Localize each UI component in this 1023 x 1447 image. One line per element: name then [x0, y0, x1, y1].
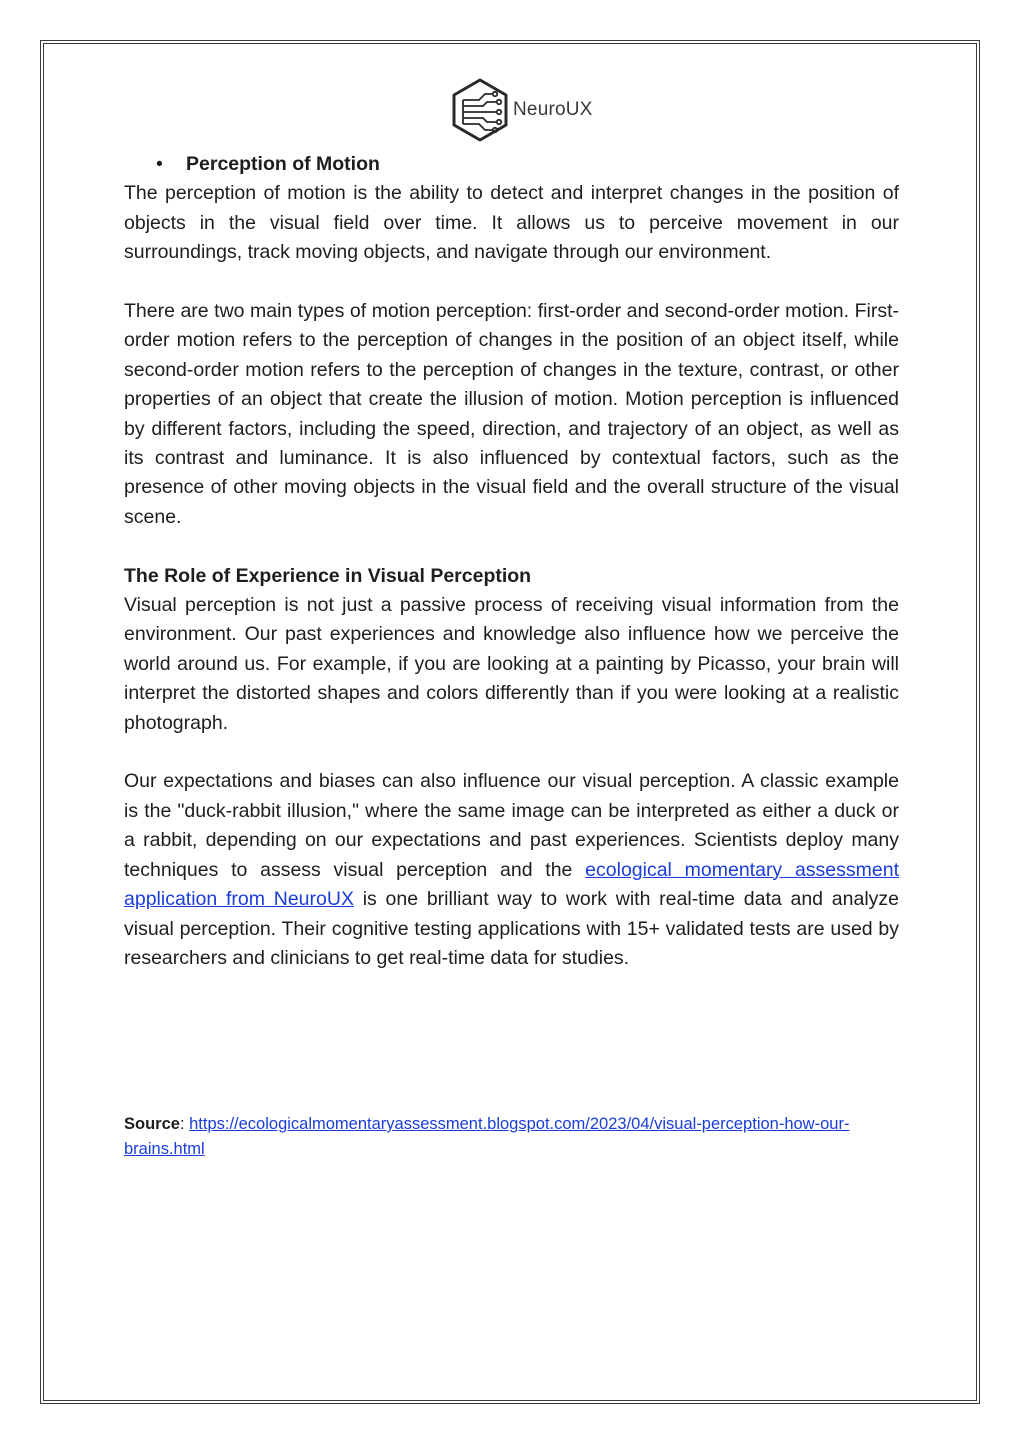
- paragraph-experience-intro: Visual perception is not just a passive process of receiving visual information from the environment. Our past experiences and knowledge also influence how we perceive the world around us. For example, if you are looking at a painting by Picasso, your brain will interpret the distorted shapes and colors differently than if you were looking at a realistic photograph.: [124, 594, 899, 734]
- neuroux-logo: [449, 78, 593, 142]
- paragraph-motion-types: There are two main types of motion perception: first-order and second-order motion. First-order motion refers to the perception of changes in the position of an object itself, while second-order motion refers to the perception of changes in the texture, contrast, or other properties of an object that create the illusion of motion. Motion perception is influenced by different factors, including the speed, direction, and trajectory of an object, as well as its contrast and luminance. It is also influenced by contextual factors, such as the presence of other moving objects in the visual field and the overall structure of the visual scene.: [124, 300, 899, 528]
- paragraph-expectations: [124, 767, 899, 973]
- source-citation: [124, 1112, 899, 1161]
- source-url-link[interactable]: https://ecologicalmomentaryassessment.blogspot.com/2023/04/visual-perception-how-our-brains.html: [124, 1115, 850, 1158]
- section-heading-motion: [156, 150, 899, 179]
- circuit-hexagon-icon: [449, 78, 511, 142]
- bullet-point: •: [156, 153, 163, 175]
- article-body: [124, 150, 899, 973]
- paragraph-text-end: is one brilliant way to work with real-time data and analyze visual perception. Their cognitive testing applications with 15+ validated tests are used by researchers and clinicians to get real-time data for studies.: [124, 888, 899, 969]
- section-heading-experience: The Role of Experience in Visual Perception: [124, 564, 532, 587]
- source-label: Source: [124, 1115, 180, 1133]
- neuroux-ema-link[interactable]: ecological momentary assessment application from NeuroUX: [124, 858, 899, 911]
- logo-text: NeuroUX: [513, 99, 593, 120]
- paragraph-text-start: Our expectations and biases can also influence our visual perception. A classic example is the "duck-rabbit illusion," where the same image can be interpreted as either a duck or a rabbit, depending on our expectations and past experiences. Scientists deploy many techniques to assess visual perception and the: [124, 770, 899, 881]
- paragraph-motion-intro: The perception of motion is the ability to detect and interpret changes in the position of objects in the visual field over time. It allows us to perceive movement in our surroundings, track moving objects, and navigate through our environment.: [124, 182, 899, 264]
- source-separator: :: [179, 1115, 190, 1133]
- heading-text: Perception of Motion: [186, 153, 380, 175]
